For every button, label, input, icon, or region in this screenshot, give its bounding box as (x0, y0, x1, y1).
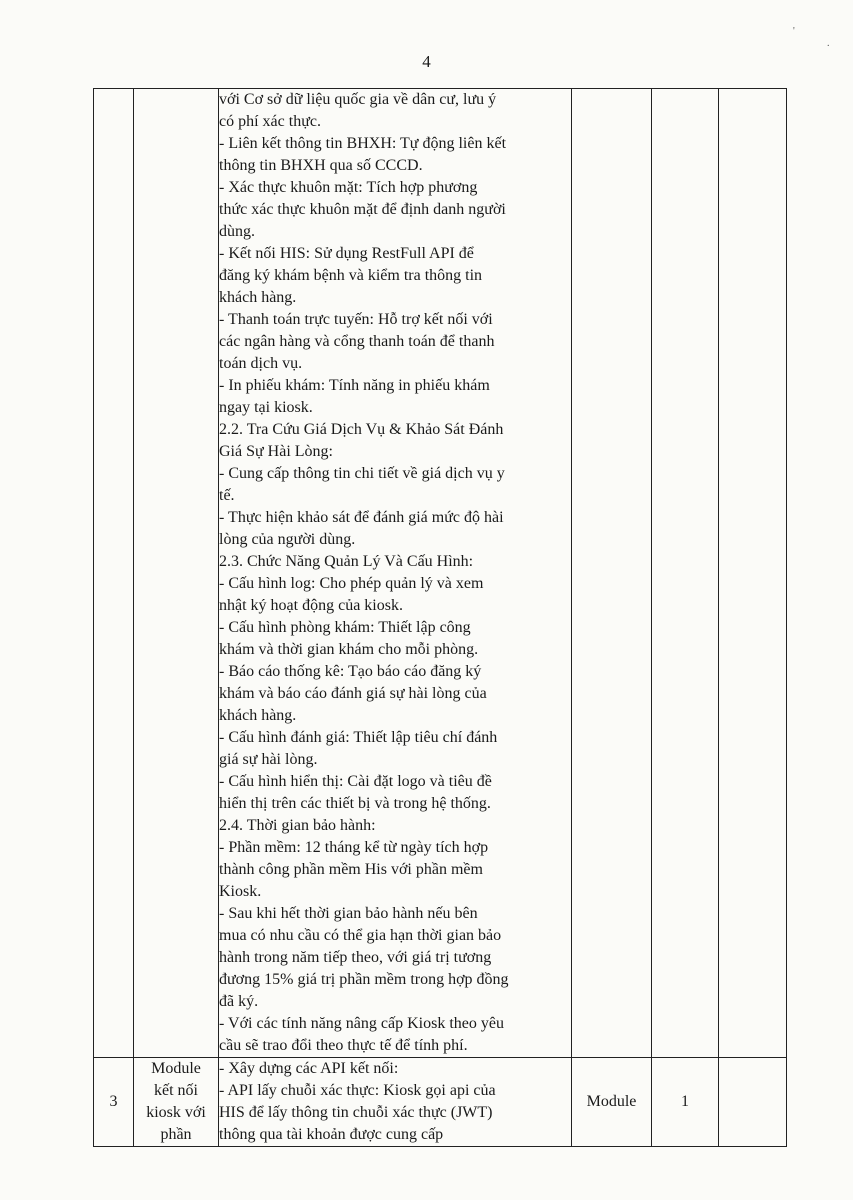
text-line: - Cấu hình log: Cho phép quản lý và xem (219, 575, 484, 592)
text-line: lòng của người dùng. (219, 531, 356, 548)
text-line: 2.2. Tra Cứu Giá Dịch Vụ & Khảo Sát Đánh (219, 421, 504, 438)
text-line: kiosk với (146, 1104, 206, 1121)
text-line: các ngân hàng và cổng thanh toán để thanh (219, 333, 495, 350)
unit-cell: Module (572, 1058, 652, 1147)
specification-table (93, 88, 787, 1147)
text-line: có phí xác thực. (219, 113, 321, 130)
text-line: - Thanh toán trực tuyến: Hỗ trợ kết nối với (219, 311, 493, 328)
text-line: - API lấy chuỗi xác thực: Kiosk gọi api của (219, 1082, 496, 1099)
text-line: đăng ký khám bệnh và kiểm tra thông tin (219, 267, 483, 284)
text-line: 2.3. Chức Năng Quản Lý Và Cấu Hình: (219, 553, 474, 570)
text-line: đã ký. (219, 993, 259, 1010)
text-line: - Liên kết thông tin BHXH: Tự động liên kết (219, 135, 507, 152)
text-line: - Xác thực khuôn mặt: Tích hợp phương (219, 179, 478, 196)
text-line: thức xác thực khuôn mặt để định danh người (219, 201, 506, 218)
text-line: - Kết nối HIS: Sử dụng RestFull API để (219, 245, 474, 262)
text-line: đương 15% giá trị phần mềm trong hợp đồng (219, 971, 509, 988)
text-line: - Cấu hình phòng khám: Thiết lập công (219, 619, 471, 636)
page-number: 4 (422, 52, 431, 71)
text-line: khách hàng. (219, 707, 297, 724)
text-line: thành công phần mềm His với phần mềm (219, 861, 483, 878)
description-cell (219, 1058, 572, 1147)
text-line: Giá Sự Hài Lòng: (219, 443, 333, 460)
unit-cell (572, 89, 652, 1058)
text-line: - Sau khi hết thời gian bảo hành nếu bên (219, 905, 478, 922)
quantity-cell: 1 (652, 1058, 719, 1147)
corner-mark: ' (793, 26, 795, 37)
text-line: - In phiếu khám: Tính năng in phiếu khám (219, 377, 490, 394)
table-row-3 (94, 1058, 787, 1147)
text-line: hành trong năm tiếp theo, với giá trị tương (219, 949, 492, 966)
text-line: thông tin BHXH qua số CCCD. (219, 157, 423, 174)
text-line: - Thực hiện khảo sát để đánh giá mức độ hài (219, 509, 504, 526)
text-line: - Cung cấp thông tin chi tiết về giá dịch vụ y (219, 465, 505, 482)
text-line: toán dịch vụ. (219, 355, 303, 372)
stt-cell (94, 89, 134, 1058)
text-line: - Cấu hình đánh giá: Thiết lập tiêu chí đánh (219, 729, 498, 746)
text-line: nhật ký hoạt động của kiosk. (219, 597, 403, 614)
text-line: cầu sẽ trao đổi theo thực tế để tính phí. (219, 1037, 468, 1054)
text-line: mua có nhu cầu có thể gia hạn thời gian bảo (219, 927, 502, 944)
text-line: Kiosk. (219, 883, 262, 900)
text-line: giá sự hài lòng. (219, 751, 318, 768)
text-line: ngay tại kiosk. (219, 399, 313, 416)
text-line: dùng. (219, 223, 255, 240)
text-line: khám và báo cáo đánh giá sự hài lòng của (219, 685, 487, 702)
text-line: - Cấu hình hiển thị: Cài đặt logo và tiêu đề (219, 773, 492, 790)
name-cell (134, 89, 219, 1058)
text-line: kết nối (154, 1082, 198, 1099)
text-line: 2.4. Thời gian bảo hành: (219, 817, 376, 834)
stt-cell: 3 (94, 1058, 134, 1147)
text-line: - Báo cáo thống kê: Tạo báo cáo đăng ký (219, 663, 482, 680)
text-line: HIS để lấy thông tin chuỗi xác thực (JWT) (219, 1104, 493, 1121)
corner-mark: . (827, 38, 830, 49)
table-row-continued (94, 89, 787, 1058)
text-line: - Phần mềm: 12 tháng kể từ ngày tích hợp (219, 839, 489, 856)
module-name-cell (134, 1058, 219, 1147)
note-cell (719, 89, 787, 1058)
note-cell (719, 1058, 787, 1147)
description-cell (219, 89, 572, 1058)
text-line: phần (160, 1126, 192, 1143)
text-line: Module (151, 1060, 201, 1077)
text-line: với Cơ sở dữ liệu quốc gia về dân cư, lưu ý (219, 91, 497, 108)
text-line: hiển thị trên các thiết bị và trong hệ thống. (219, 795, 491, 812)
quantity-cell (652, 89, 719, 1058)
text-line: tế. (219, 487, 235, 504)
text-line: khám và thời gian khám cho mỗi phòng. (219, 641, 479, 658)
text-line: - Xây dựng các API kết nối: (219, 1060, 399, 1077)
text-line: - Với các tính năng nâng cấp Kiosk theo yêu (219, 1015, 504, 1032)
text-line: khách hàng. (219, 289, 297, 306)
text-line: thông qua tài khoản được cung cấp (219, 1126, 444, 1143)
